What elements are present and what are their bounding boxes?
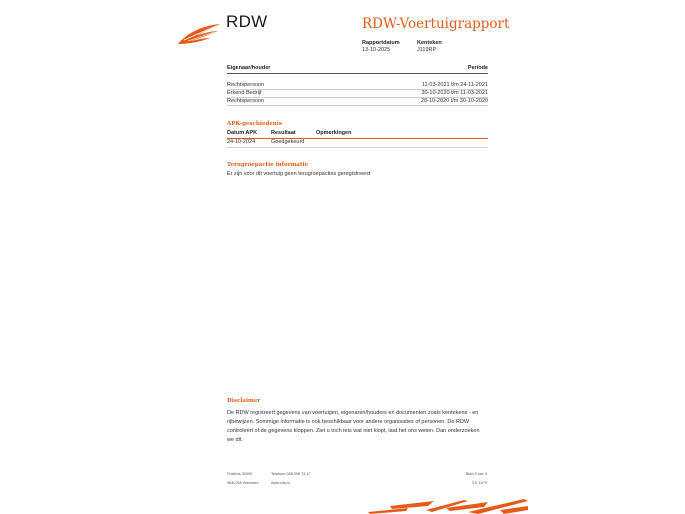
owner-row-1-period: 11-03-2021 t/m 24-11-2021: [421, 82, 488, 88]
owner-row-3-period: 28-10-2020 t/m 30-10-2020: [421, 98, 488, 104]
apk-col-result: Resultaat: [271, 130, 296, 136]
apk-row-1-date: 24-10-2024: [227, 139, 256, 145]
owner-row-3-rule: [227, 105, 488, 106]
apk-section-title: APK-geschiedenis: [227, 121, 282, 127]
disclaimer-line-1: De RDW registreert gegevens van voertuigen, eigenaren/houders en documenten zoals kentekens - en: [227, 410, 479, 416]
owner-row-2-owner: Erkend Bedrijf: [227, 90, 262, 96]
rdw-wing-logo-icon: [176, 20, 222, 46]
apk-header-rule: [227, 138, 488, 139]
disclaimer-line-4: we dit.: [227, 437, 243, 443]
plate-label: Kenteken: [417, 40, 442, 46]
callback-section-title: Terugroepactie informatie: [227, 162, 309, 168]
brand-name: RDW: [226, 12, 268, 31]
disclaimer-line-3: controleert of de gegevens kloppen. Ziet u toch iets wat niet klopt, laat het ons weten. Dan onderzoeken: [227, 428, 480, 434]
apk-col-remarks: Opmerkingen: [316, 130, 352, 136]
apk-col-date: Datum APK: [227, 130, 258, 136]
footer-page: Blad 3 van 3: [465, 472, 487, 476]
owner-row-1-owner: Rechtspersoon: [227, 82, 264, 88]
owner-row-2-period: 30-10-2020 t/m 11-03-2021: [421, 90, 488, 96]
owners-header-rule: [227, 73, 488, 74]
disclaimer-line-2: rijbewijzen. Sommige informatie is ook beschikbaar voor andere organisaties of personen. De RDW: [227, 419, 470, 425]
owners-header-owner: Eigenaar/houder: [227, 65, 271, 71]
document-title: RDW-Voertuigrapport: [362, 16, 510, 32]
disclaimer-title: Disclaimer: [227, 398, 261, 404]
footer-code: 3 E 1679: [471, 481, 487, 485]
plate-value: J119RP: [417, 47, 437, 53]
owners-header-period: Periode: [467, 65, 488, 71]
rdw-stripes-icon: [368, 498, 528, 514]
report-date-label: Rapportdatum: [362, 40, 400, 46]
callback-text: Er zijn voor dit voertuig geen terugroepacties geregistreerd: [227, 171, 371, 177]
apk-row-1-rule: [227, 147, 488, 148]
footer-postbus: Postbus 30000: [227, 472, 253, 476]
footer-website: www.rdw.nl: [271, 481, 290, 485]
owner-row-3-owner: Rechtspersoon: [227, 98, 264, 104]
apk-row-1-result: Goedgekeurd: [271, 139, 305, 145]
footer-city: 9640 RA Veendam: [227, 481, 259, 485]
report-date-value: 13-10-2025: [362, 47, 391, 53]
disclaimer-text: [227, 409, 489, 445]
footer-phone: Telefoon 088 008 74 47: [271, 472, 311, 476]
